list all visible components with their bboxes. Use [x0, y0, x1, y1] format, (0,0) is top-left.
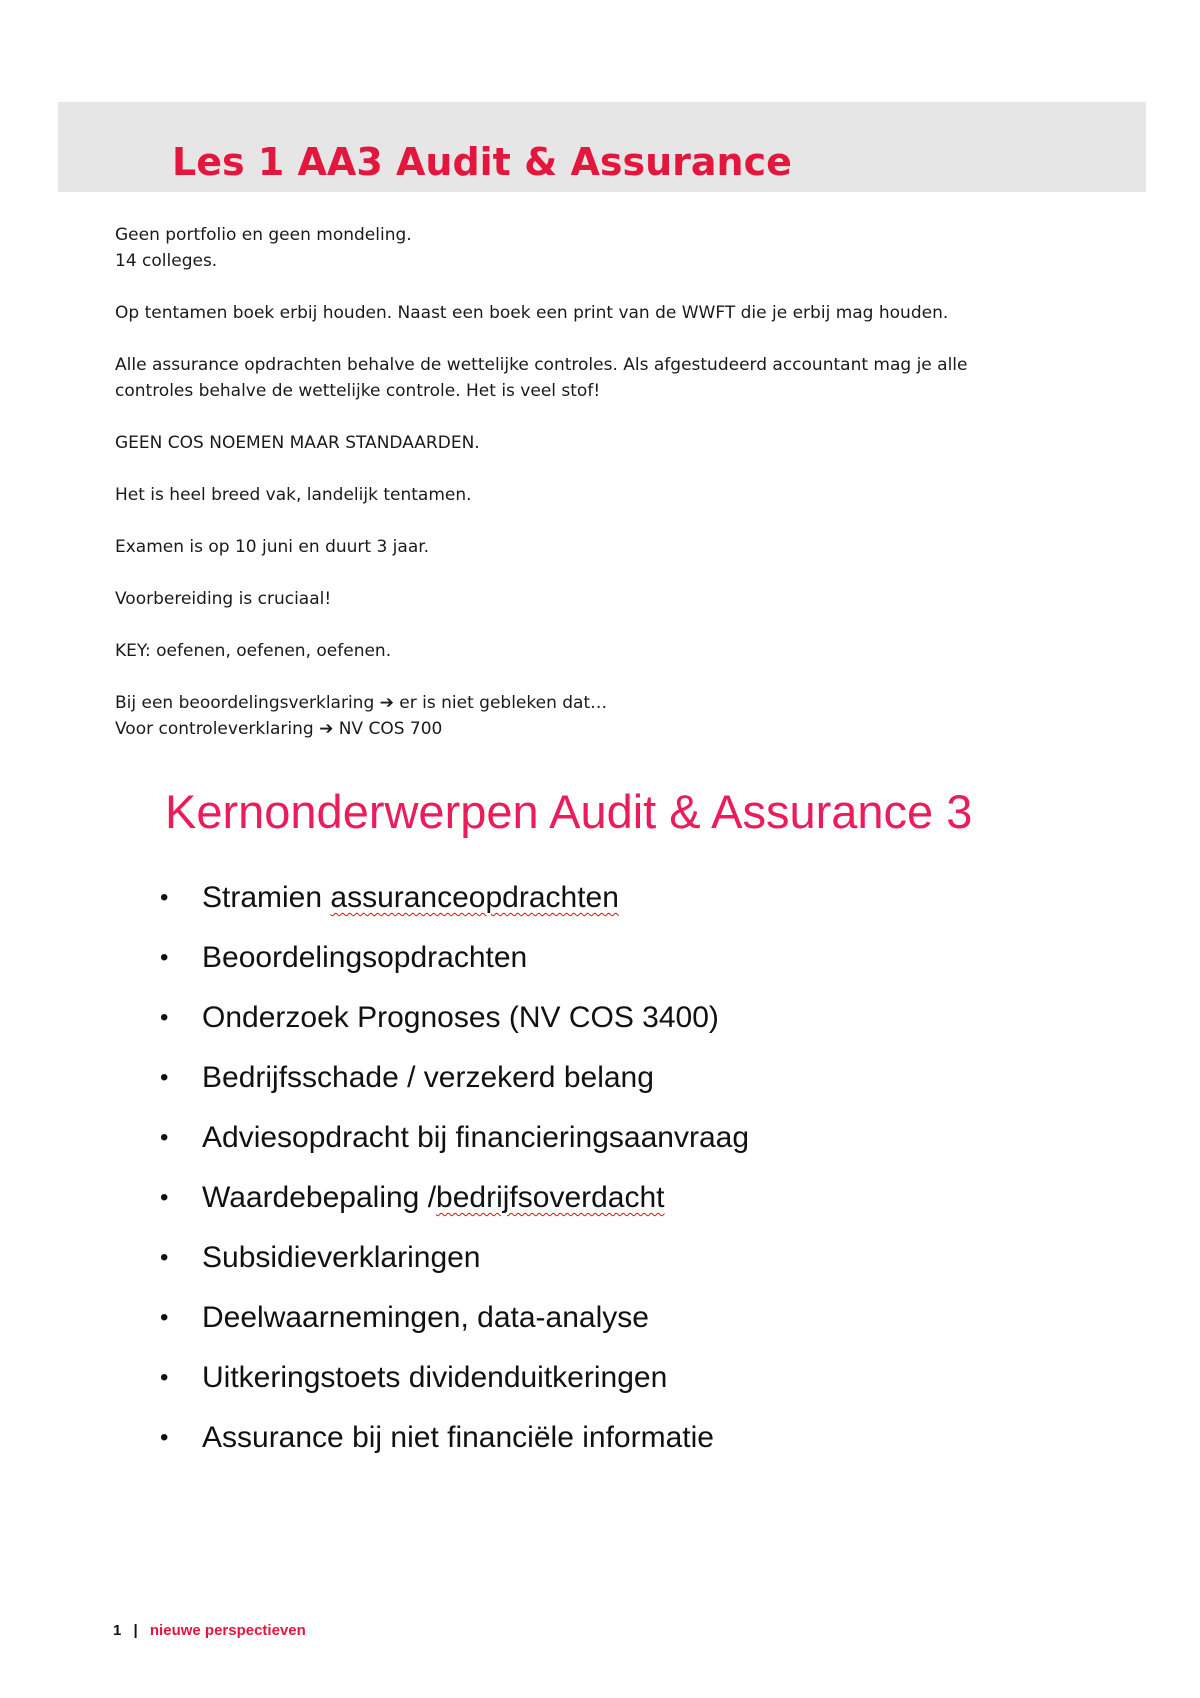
note-paragraph: [115, 352, 1075, 404]
note-line: Voorbereiding is cruciaal!: [115, 589, 332, 609]
note-paragraph: [115, 482, 1075, 508]
note-paragraph: [115, 430, 1075, 456]
bullet-icon: •: [160, 1424, 169, 1451]
spellcheck-word: bedrijfsoverdacht: [436, 1181, 665, 1214]
topic-label: Bedrijfsschade / verzekerd belang: [202, 1061, 654, 1094]
note-line: Op tentamen boek erbij houden. Naast een boek een print van de WWFT die je erbij mag houden.: [115, 303, 949, 323]
topic-label: Uitkeringstoets dividenduitkeringen: [202, 1361, 668, 1394]
note-line: controles behalve de wettelijke controle. Het is veel stof!: [115, 381, 601, 401]
bullet-icon: •: [160, 944, 169, 971]
topic-item: [160, 928, 749, 988]
slide-title: Kernonderwerpen Audit & Assurance 3: [165, 785, 973, 838]
topic-label: Deelwaarnemingen, data-analyse: [202, 1301, 649, 1334]
note-line: Voor controleverklaring ➔ NV COS 700: [115, 719, 443, 739]
topic-label: Subsidieverklaringen: [202, 1241, 481, 1274]
page-footer: [113, 1622, 306, 1639]
note-line: Geen portfolio en geen mondeling.: [115, 225, 412, 245]
bullet-icon: •: [160, 1244, 169, 1271]
note-line: Examen is op 10 juni en duurt 3 jaar.: [115, 537, 430, 557]
note-paragraph: [115, 222, 1075, 274]
footer-brand: nieuwe perspectieven: [149, 1622, 306, 1639]
page-number: 1: [113, 1622, 122, 1639]
page-title: Les 1 AA3 Audit & Assurance: [172, 140, 792, 184]
note-paragraph: [115, 534, 1075, 560]
topic-label: Onderzoek Prognoses (NV COS 3400): [202, 1001, 719, 1034]
note-paragraph: [115, 690, 1075, 742]
note-line: KEY: oefenen, oefenen, oefenen.: [115, 641, 392, 661]
spellcheck-word: assuranceopdrachten: [330, 881, 619, 914]
topic-item: [160, 1288, 749, 1348]
note-paragraph: [115, 638, 1075, 664]
bullet-icon: •: [160, 1184, 169, 1211]
bullet-icon: •: [160, 884, 169, 911]
note-paragraph: [115, 586, 1075, 612]
topic-label: Beoordelingsopdrachten: [202, 941, 528, 974]
topic-item: [160, 1408, 749, 1468]
note-line: Bij een beoordelingsverklaring ➔ er is niet gebleken dat…: [115, 693, 608, 713]
topic-item: [160, 988, 749, 1048]
topic-list: [160, 868, 749, 1468]
topic-item: [160, 1228, 749, 1288]
topic-label: Stramien assuranceopdrachten: [202, 881, 619, 914]
bullet-icon: •: [160, 1124, 169, 1151]
topic-label: Adviesopdracht bij financieringsaanvraag: [202, 1121, 750, 1154]
topic-item: [160, 1168, 749, 1228]
lecture-notes: [115, 222, 1075, 768]
note-line: GEEN COS NOEMEN MAAR STANDAARDEN.: [115, 433, 480, 453]
topic-label: Assurance bij niet financiële informatie: [202, 1421, 714, 1454]
note-line: Alle assurance opdrachten behalve de wettelijke controles. Als afgestudeerd accountant mag je alle: [115, 355, 968, 375]
note-line: 14 colleges.: [115, 251, 218, 271]
topic-item: [160, 1108, 749, 1168]
note-line: Het is heel breed vak, landelijk tentamen.: [115, 485, 472, 505]
bullet-icon: •: [160, 1304, 169, 1331]
footer-separator: |: [133, 1622, 138, 1639]
topic-item: [160, 868, 749, 928]
bullet-icon: •: [160, 1004, 169, 1031]
topic-item: [160, 1048, 749, 1108]
bullet-icon: •: [160, 1064, 169, 1091]
topic-item: [160, 1348, 749, 1408]
topic-label: Waardebepaling /bedrijfsoverdacht: [202, 1181, 665, 1214]
bullet-icon: •: [160, 1364, 169, 1391]
note-paragraph: [115, 300, 1075, 326]
